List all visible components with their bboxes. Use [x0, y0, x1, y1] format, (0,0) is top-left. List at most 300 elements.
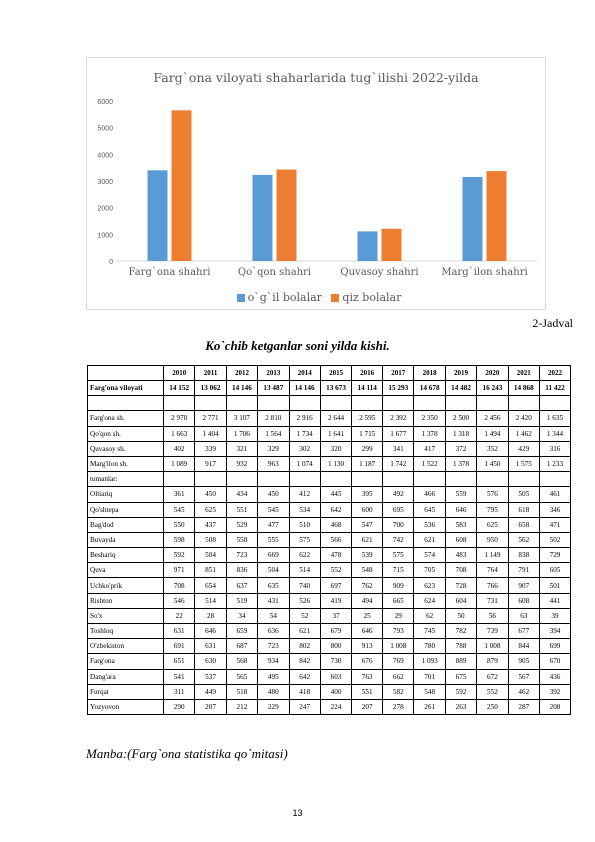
table-cell: 434 [226, 487, 257, 502]
table-cell: 63 [508, 608, 539, 623]
table-cell: 791 [508, 563, 539, 578]
table-cell: 545 [164, 502, 195, 517]
table-cell: 247 [289, 699, 320, 714]
table-cell: 836 [226, 563, 257, 578]
row-label: Beshariq [88, 548, 164, 563]
table-cell: 604 [445, 593, 476, 608]
legend-swatch-boys [237, 294, 245, 302]
table-cell: 526 [289, 593, 320, 608]
row-label: Quvasoy sh. [88, 441, 164, 456]
table-cell: 730 [320, 654, 351, 669]
table-cell: 583 [445, 517, 476, 532]
header-year: 2016 [352, 366, 383, 381]
table-cell: 541 [164, 669, 195, 684]
table-cell: 339 [195, 441, 226, 456]
table-cell: 229 [258, 699, 289, 714]
table-cell: 622 [289, 548, 320, 563]
table-cell: 28 [195, 608, 226, 623]
table-cell: 592 [445, 684, 476, 699]
bar-boys [253, 175, 273, 261]
table-cell [539, 396, 570, 411]
row-label: Bag'dod [88, 517, 164, 532]
table-cell [414, 396, 445, 411]
table-cell: 261 [414, 699, 445, 714]
row-label: Qo'shtepa [88, 502, 164, 517]
table-cell: 950 [477, 532, 508, 547]
header-year: 2018 [414, 366, 445, 381]
table-cell: 321 [226, 441, 257, 456]
table-cell: 1 233 [539, 456, 570, 471]
table-cell: 574 [414, 548, 445, 563]
table-cell: 2 970 [164, 411, 195, 426]
table-cell: 844 [508, 639, 539, 654]
table-cell: 429 [508, 441, 539, 456]
header-year: 2019 [445, 366, 476, 381]
table-cell: 480 [258, 684, 289, 699]
bar-girls [487, 171, 507, 261]
table-cell: 769 [383, 654, 414, 669]
table-cell: 546 [164, 593, 195, 608]
table-cell [195, 396, 226, 411]
table-cell: 1 130 [320, 456, 351, 471]
legend-swatch-girls [331, 294, 339, 302]
x-category-label: Farg`ona shahri [128, 267, 211, 278]
table-cell: 287 [508, 699, 539, 714]
table-cell: 419 [320, 593, 351, 608]
table-cell: 352 [477, 441, 508, 456]
table-cell [445, 396, 476, 411]
table-cell: 603 [320, 669, 351, 684]
table-row [88, 411, 571, 426]
table-cell: 263 [445, 699, 476, 714]
table-cell: 575 [289, 532, 320, 547]
table-cell: 889 [445, 654, 476, 669]
bar-chart-plot [87, 58, 547, 311]
table-cell: 608 [508, 593, 539, 608]
table-cell [258, 396, 289, 411]
table-cell: 37 [320, 608, 351, 623]
table-cell: 450 [195, 487, 226, 502]
table-row [88, 426, 571, 441]
table-cell: 402 [164, 441, 195, 456]
table-cell: 665 [383, 593, 414, 608]
table-cell: 802 [289, 639, 320, 654]
table-cell: 576 [477, 487, 508, 502]
table-cell: 13 487 [258, 381, 289, 396]
table-cell: 2 500 [445, 411, 476, 426]
table-cell: 1 008 [383, 639, 414, 654]
row-label: Farg'ona sh. [88, 411, 164, 426]
table-cell: 50 [445, 608, 476, 623]
table-cell: 1 677 [383, 426, 414, 441]
table-cell [352, 396, 383, 411]
table-cell: 492 [383, 487, 414, 502]
table-cell [508, 472, 539, 487]
row-label: Farg'ona [88, 654, 164, 669]
table-cell: 654 [195, 578, 226, 593]
table-cell: 670 [539, 654, 570, 669]
table-cell: 800 [320, 639, 351, 654]
table-cell: 1 522 [414, 456, 445, 471]
table-label: 2-Jadval [532, 316, 573, 330]
table-cell: 14 152 [164, 381, 195, 396]
table-cell: 646 [445, 502, 476, 517]
table-cell: 2 392 [383, 411, 414, 426]
header-year: 2022 [539, 366, 570, 381]
table-cell: 605 [539, 563, 570, 578]
header-year: 2017 [383, 366, 414, 381]
table-row [88, 624, 571, 639]
table-cell: 1 074 [289, 456, 320, 471]
table-cell: 558 [226, 532, 257, 547]
table-cell: 39 [539, 608, 570, 623]
table-cell: 311 [164, 684, 195, 699]
table-row [88, 456, 571, 471]
table-cell: 1 663 [164, 426, 195, 441]
row-label: Yozyovon [88, 699, 164, 714]
table-cell: 1 462 [508, 426, 539, 441]
table-cell: 478 [320, 548, 351, 563]
table-cell: 646 [195, 624, 226, 639]
table-cell: 361 [164, 487, 195, 502]
table-row [88, 563, 571, 578]
table-cell: 534 [289, 502, 320, 517]
table-cell [226, 396, 257, 411]
table-cell: 565 [226, 669, 257, 684]
table-cell: 504 [195, 548, 226, 563]
table-cell: 575 [383, 548, 414, 563]
table-cell: 963 [258, 456, 289, 471]
table-cell: 11 422 [539, 381, 570, 396]
table-cell: 548 [414, 684, 445, 699]
table-row [88, 699, 571, 714]
table-cell [383, 472, 414, 487]
table-cell: 495 [258, 669, 289, 684]
table-cell: 708 [445, 563, 476, 578]
table-cell [539, 472, 570, 487]
table-cell: 909 [383, 578, 414, 593]
table-cell: 539 [352, 548, 383, 563]
table-cell: 621 [289, 624, 320, 639]
header-year: 2011 [195, 366, 226, 381]
table-cell: 418 [289, 684, 320, 699]
page-number: 13 [292, 808, 303, 818]
table-row [88, 381, 571, 396]
table-cell: 838 [508, 548, 539, 563]
y-tick-label: 0 [109, 259, 113, 266]
table-cell: 1 635 [539, 411, 570, 426]
table-cell: 431 [258, 593, 289, 608]
table-cell: 625 [477, 517, 508, 532]
table-row [88, 487, 571, 502]
table-cell: 445 [320, 487, 351, 502]
table-cell: 2 420 [508, 411, 539, 426]
table-cell: 1 706 [226, 426, 257, 441]
table-cell: 207 [352, 699, 383, 714]
row-label: Oltiariq [88, 487, 164, 502]
table-cell: 1 575 [508, 456, 539, 471]
row-label: Qo'qon sh. [88, 426, 164, 441]
table-cell: 329 [258, 441, 289, 456]
table-cell: 762 [352, 578, 383, 593]
row-label: Rishton [88, 593, 164, 608]
table-cell: 1 149 [477, 548, 508, 563]
table-cell: 208 [539, 699, 570, 714]
legend-label-boys: o`g`il bolalar [247, 291, 322, 304]
table-cell: 2 916 [289, 411, 320, 426]
table-cell: 551 [226, 502, 257, 517]
table-cell: 54 [258, 608, 289, 623]
table-cell: 793 [383, 624, 414, 639]
table-cell: 642 [320, 502, 351, 517]
table-row [88, 593, 571, 608]
table-cell: 658 [508, 517, 539, 532]
table-cell: 559 [445, 487, 476, 502]
y-tick-label: 6000 [97, 99, 113, 106]
row-label: Furqat [88, 684, 164, 699]
table-cell: 504 [258, 563, 289, 578]
table-cell: 691 [164, 639, 195, 654]
table-cell: 441 [539, 593, 570, 608]
table-cell: 392 [539, 684, 570, 699]
table-cell: 514 [195, 593, 226, 608]
table-cell: 700 [383, 517, 414, 532]
table-cell: 624 [414, 593, 445, 608]
table-cell [164, 396, 195, 411]
table-cell: 510 [289, 517, 320, 532]
table-cell [289, 396, 320, 411]
table-cell: 659 [226, 624, 257, 639]
table-cell: 1 404 [195, 426, 226, 441]
table-cell: 600 [352, 502, 383, 517]
table-cell: 552 [477, 684, 508, 699]
chart-title: Farg`ona viloyati shaharlarida tug`ilishi 2022-yilda [153, 70, 479, 85]
table-cell: 625 [195, 502, 226, 517]
table-cell [320, 472, 351, 487]
table-cell: 631 [195, 639, 226, 654]
table-cell: 320 [320, 441, 351, 456]
bar-boys [358, 231, 378, 261]
table-cell: 631 [164, 624, 195, 639]
table-cell [477, 472, 508, 487]
table-cell: 842 [289, 654, 320, 669]
table-cell: 695 [383, 502, 414, 517]
table-cell: 1 734 [289, 426, 320, 441]
table-cell: 567 [508, 669, 539, 684]
table-cell: 637 [226, 578, 257, 593]
table-cell: 788 [445, 639, 476, 654]
table-cell: 1 093 [414, 654, 445, 669]
table-cell: 851 [195, 563, 226, 578]
table-cell: 2 456 [477, 411, 508, 426]
table-row [88, 548, 571, 563]
table-cell: 16 243 [477, 381, 508, 396]
table-cell: 13 673 [320, 381, 351, 396]
table-cell: 550 [164, 517, 195, 532]
table-cell: 462 [508, 684, 539, 699]
table-cell: 687 [226, 639, 257, 654]
table-cell: 519 [226, 593, 257, 608]
table-header-row [88, 366, 571, 381]
table-cell: 697 [320, 578, 351, 593]
table-cell: 1 378 [414, 426, 445, 441]
table-cell: 2 810 [258, 411, 289, 426]
table-cell: 494 [352, 593, 383, 608]
table-cell: 676 [352, 654, 383, 669]
bar-boys [463, 177, 483, 261]
table-cell: 14 868 [508, 381, 539, 396]
migration-table [87, 365, 571, 715]
table-cell: 14 482 [445, 381, 476, 396]
table-cell: 536 [414, 517, 445, 532]
header-year: 2021 [508, 366, 539, 381]
table-cell: 1 450 [477, 456, 508, 471]
table-cell [508, 396, 539, 411]
table-cell: 450 [258, 487, 289, 502]
legend-label-girls: qiz bolalar [342, 291, 402, 304]
table-cell: 739 [477, 624, 508, 639]
table-row [88, 578, 571, 593]
table-cell [258, 472, 289, 487]
table-cell: 52 [289, 608, 320, 623]
table-cell: 742 [383, 532, 414, 547]
table-cell: 299 [352, 441, 383, 456]
header-year: 2014 [289, 366, 320, 381]
table-cell: 708 [164, 578, 195, 593]
birth-chart [86, 57, 546, 310]
y-tick-label: 1000 [97, 232, 113, 240]
table-cell: 636 [258, 624, 289, 639]
table-cell: 677 [508, 624, 539, 639]
table-cell: 302 [289, 441, 320, 456]
bar-girls [172, 110, 192, 261]
table-cell: 372 [445, 441, 476, 456]
table-cell: 917 [195, 456, 226, 471]
table-cell: 468 [320, 517, 351, 532]
table-cell: 1 008 [477, 639, 508, 654]
chart-legend [87, 291, 545, 304]
table-cell: 662 [383, 669, 414, 684]
table-cell: 766 [477, 578, 508, 593]
table-cell: 630 [195, 654, 226, 669]
table-row [88, 502, 571, 517]
table-cell: 34 [226, 608, 257, 623]
source-note: Manba:(Farg`ona statistika qo`mitasi) [86, 746, 288, 761]
table-cell: 466 [414, 487, 445, 502]
table-cell: 646 [352, 624, 383, 639]
table-cell: 672 [477, 669, 508, 684]
table-cell: 548 [352, 563, 383, 578]
table-cell: 395 [352, 487, 383, 502]
table-cell: 278 [383, 699, 414, 714]
bar-boys [148, 170, 168, 261]
table-cell: 879 [477, 654, 508, 669]
table-cell: 592 [164, 548, 195, 563]
table-cell: 545 [258, 502, 289, 517]
table-cell: 290 [164, 699, 195, 714]
table-cell: 1 344 [539, 426, 570, 441]
table-cell: 400 [320, 684, 351, 699]
table-cell [226, 472, 257, 487]
table-cell: 679 [320, 624, 351, 639]
table-cell: 780 [414, 639, 445, 654]
table-row [88, 472, 571, 487]
y-tick-label: 3000 [97, 179, 113, 186]
table-row [88, 441, 571, 456]
table-cell: 782 [445, 624, 476, 639]
table-cell: 568 [226, 654, 257, 669]
table-cell: 598 [164, 532, 195, 547]
table-cell: 537 [195, 669, 226, 684]
header-year: 2020 [477, 366, 508, 381]
table-cell: 437 [195, 517, 226, 532]
row-label: Farg'ona viloyati [88, 381, 164, 396]
table-cell: 477 [258, 517, 289, 532]
row-label: Toshloq [88, 624, 164, 639]
table-cell: 905 [508, 654, 539, 669]
table-cell: 346 [539, 502, 570, 517]
table-cell: 932 [226, 456, 257, 471]
table-cell: 723 [226, 548, 257, 563]
table-cell: 582 [383, 684, 414, 699]
table-cell: 1 641 [320, 426, 351, 441]
table-cell: 635 [258, 578, 289, 593]
table-cell: 971 [164, 563, 195, 578]
table-cell: 642 [289, 669, 320, 684]
table-cell: 1 494 [477, 426, 508, 441]
header-year: 2013 [258, 366, 289, 381]
table-cell: 502 [539, 532, 570, 547]
table-cell: 13 062 [195, 381, 226, 396]
table-cell: 394 [539, 624, 570, 639]
table-cell: 29 [383, 608, 414, 623]
table-cell: 15 293 [383, 381, 414, 396]
table-cell: 621 [414, 532, 445, 547]
table-row [88, 639, 571, 654]
table-cell: 547 [352, 517, 383, 532]
table-cell: 1 378 [445, 456, 476, 471]
bar-girls [277, 170, 297, 261]
table-cell: 417 [414, 441, 445, 456]
table-cell: 514 [289, 563, 320, 578]
table-cell: 14 114 [352, 381, 383, 396]
table-cell: 551 [352, 684, 383, 699]
row-label: Marg'ilon sh. [88, 456, 164, 471]
table-cell: 518 [226, 684, 257, 699]
table-row [88, 654, 571, 669]
table-row [88, 532, 571, 547]
table-cell: 562 [508, 532, 539, 547]
table-cell: 934 [258, 654, 289, 669]
row-label: O'zbekiston [88, 639, 164, 654]
table-cell: 745 [414, 624, 445, 639]
table-cell [195, 472, 226, 487]
table-cell: 341 [383, 441, 414, 456]
table-cell: 471 [539, 517, 570, 532]
table-row [88, 684, 571, 699]
table-cell: 207 [195, 699, 226, 714]
table-cell: 699 [539, 639, 570, 654]
table-cell: 461 [539, 487, 570, 502]
bar-girls [382, 229, 402, 261]
table-cell: 621 [352, 532, 383, 547]
table-cell: 675 [445, 669, 476, 684]
y-tick-label: 2000 [97, 205, 113, 213]
header-year: 2015 [320, 366, 351, 381]
table-cell: 701 [414, 669, 445, 684]
table-cell: 14 146 [226, 381, 257, 396]
table-cell: 212 [226, 699, 257, 714]
